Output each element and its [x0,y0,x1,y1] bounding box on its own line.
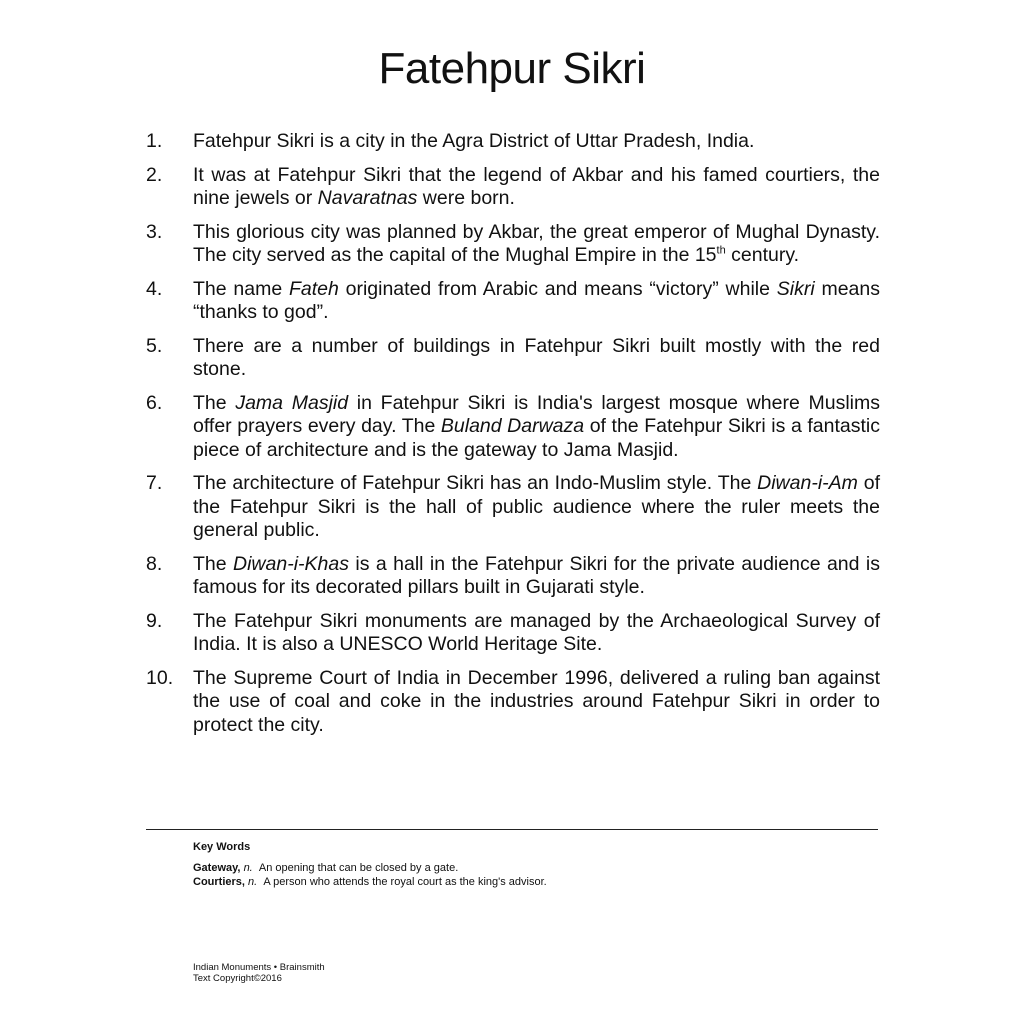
key-word-definition: A person who attends the royal court as the king's advisor. [263,876,547,888]
key-word-part-of-speech: n. [248,876,258,888]
text-segment: in Fatehpur Sikri is India's largest mosque where Muslims offer prayers every day. The [193,391,880,437]
key-word-entry [193,875,873,889]
fact-number: 5. [146,334,163,357]
fact-text [193,221,880,268]
fact-text [193,667,880,738]
fact-number: 10. [146,666,174,689]
key-word-part-of-speech: n. [243,862,253,874]
text-segment: is a hall in the Fatehpur Sikri for the private audience and is famous for its decorated pillars built in Gujarati style. [193,552,880,598]
fact-text [193,610,880,657]
fact-item [146,667,880,738]
fact-text [193,278,880,325]
text-segment: This glorious city was planned by Akbar, the great emperor of Mughal Dynasty. The city served as the capital of the Mughal Empire in the 15 [193,220,880,266]
footer-copyright: Text Copyright©2016 [193,973,282,984]
italic-term: Diwan-i-Am [757,472,858,494]
text-segment: of the Fatehpur Sikri is the hall of public audience where the ruler meets the general public. [193,472,881,541]
fact-item [146,221,880,268]
text-segment: The [193,552,234,575]
fact-number: 2. [146,163,163,186]
fact-item [146,130,880,154]
fact-item [146,278,880,325]
footer-series: Indian Monuments • Brainsmith [193,962,325,973]
key-word-entry [193,861,873,875]
italic-term: Jama Masjid [235,391,349,414]
key-words-heading: Key Words [193,841,251,853]
fact-item [146,553,880,600]
text-segment: of the Fatehpur Sikri is a fantastic piece of architecture and is the gateway to Jama Masjid. [193,415,880,461]
footer [193,962,325,984]
superscript-text: th [716,244,726,257]
key-word-term: Courtiers, [193,876,245,888]
fact-number: 4. [146,277,163,300]
key-word-term: Gateway, [193,862,241,874]
italic-term: Fateh [288,277,339,300]
fact-item [146,335,880,382]
key-words-section [193,840,873,889]
fact-number: 7. [146,472,163,494]
fact-number: 1. [146,130,163,152]
italic-term: Sikri [776,277,815,300]
text-segment: Fatehpur Sikri is a city in the Agra District of Uttar Pradesh, India. [193,130,755,152]
page-title: Fatehpur Sikri [378,44,646,93]
text-segment: It was at Fatehpur Sikri that the legend of Akbar and his famed courtiers, the nine jewels or [193,163,880,209]
text-segment: The name [193,277,289,300]
text-segment: were born. [417,187,515,209]
fact-text [193,335,880,382]
fact-number: 8. [146,552,163,575]
text-segment: The [193,391,236,414]
section-divider [146,829,878,830]
text-segment: The architecture of Fatehpur Sikri has an Indo-Muslim style. The [193,472,758,494]
fact-text [193,553,880,600]
text-segment: There are a number of buildings in Fatehpur Sikri built mostly with the red stone. [193,334,880,380]
fact-number: 3. [146,220,163,243]
italic-term: Buland Darwaza [440,415,585,437]
text-segment: The Supreme Court of India in December 1996, delivered a ruling ban against the use of coal and coke in the industries around Fatehpur Sikri in order to protect the city. [193,666,880,736]
facts-list [146,130,880,747]
italic-term: Navaratnas [317,187,418,209]
fact-number: 6. [146,391,163,414]
text-segment: means “thanks to god”. [193,277,880,323]
fact-item [146,392,880,463]
fact-item [146,610,880,657]
text-segment: originated from Arabic and means “victory” while [338,277,777,300]
fact-text [193,164,880,211]
italic-term: Diwan-i-Khas [233,552,349,575]
key-word-definition: An opening that can be closed by a gate. [258,862,459,874]
text-segment: century. [725,244,800,266]
fact-item [146,472,880,543]
fact-item [146,164,880,211]
fact-text [193,472,880,543]
text-segment: The Fatehpur Sikri monuments are managed by the Archaeological Survey of India. It is also a UNESCO World Heritage Site. [193,609,880,655]
fact-text [193,392,880,463]
fact-text [193,130,880,154]
fact-number: 9. [146,609,163,632]
